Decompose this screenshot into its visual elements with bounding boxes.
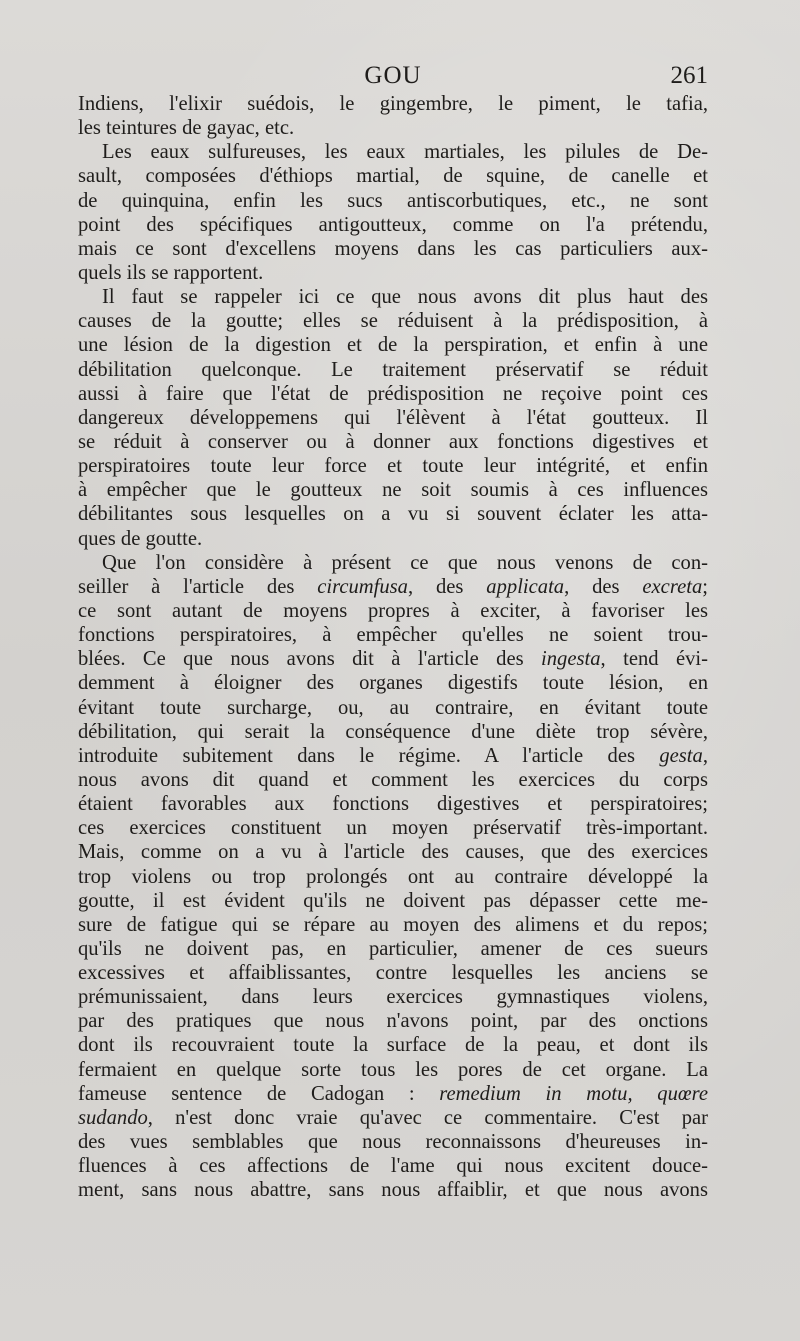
text-line: [78, 575, 708, 599]
text-line: nous avons dit quand et comment les exercices du corps: [78, 768, 708, 791]
text-line: [78, 744, 708, 768]
text-line: se réduit à conserver ou à donner aux fonctions digestives et: [78, 430, 708, 453]
text-line: point des spécifiques antigoutteux, comme on l'a prétendu,: [78, 213, 708, 236]
text-line: dont ils recouvraient toute la surface de la peau, et dont ils: [78, 1034, 708, 1057]
text-run: ;: [702, 575, 708, 598]
text-line: ques de goutte.: [78, 527, 203, 550]
text-line: Il faut se rappeler ici ce que nous avons dit plus haut des: [102, 286, 708, 309]
text-line: Les eaux sulfureuses, les eaux martiales, les pilules de De-: [102, 141, 708, 164]
text-line: les teintures de gayac, etc.: [78, 117, 295, 140]
body-text: [78, 92, 708, 1202]
text-line: débilitation quelconque. Le traitement préservatif se réduit: [78, 358, 708, 381]
text-line: fonctions perspiratoires, à empêcher qu'elles ne soient trou-: [78, 624, 708, 647]
text-line: Mais, comme on a vu à l'article des causes, que des exercices: [78, 841, 708, 864]
italic-term: excreta: [642, 575, 703, 598]
text-line: débilitantes sous lesquelles on a vu si souvent éclater les atta-: [78, 503, 708, 526]
text-run: ,: [702, 744, 708, 767]
text-line: aussi à faire que l'état de prédisposition ne reçoive point ces: [78, 382, 708, 405]
text-line: [78, 1082, 708, 1106]
page-header: [78, 62, 708, 92]
text-line: trop violens ou trop prolongés ont au contraire développé la: [78, 865, 708, 888]
text-line: fluences à ces affections de l'ame qui nous excitent douce-: [78, 1155, 708, 1178]
text-line: dangereux développemens qui l'élèvent à l'état goutteux. Il: [78, 406, 708, 429]
text-run: , des: [407, 575, 487, 598]
text-line: sure de fatigue qui se répare au moyen des alimens et du repos;: [78, 913, 708, 936]
italic-term: gesta: [659, 744, 703, 767]
italic-term: applicata: [486, 575, 565, 598]
text-run: , n'est donc vraie qu'avec ce commentaire. C'est par: [147, 1106, 708, 1129]
text-line: une lésion de la digestion et de la perspiration, et enfin à une: [78, 334, 708, 357]
text-line: Que l'on considère à présent ce que nous venons de con-: [102, 551, 708, 574]
text-run: seiller à l'article des: [78, 575, 318, 598]
running-head: GOU: [364, 62, 422, 89]
text-line: mais ce sont d'excellens moyens dans les cas particuliers aux-: [78, 237, 708, 260]
text-line: perspiratoires toute leur force et toute leur intégrité, et enfin: [78, 455, 708, 478]
text-line: ces exercices constituent un moyen préservatif très-important.: [78, 817, 708, 840]
text-line: causes de la goutte; elles se réduisent à la prédisposition, à: [78, 310, 708, 333]
text-line: étaient favorables aux fonctions digestives et perspiratoires;: [78, 793, 708, 816]
text-line: évitant toute surcharge, ou, au contraire, en évitant toute: [78, 696, 708, 719]
text-line: [78, 1106, 708, 1130]
text-line: des vues semblables que nous reconnaissons d'heureuses in-: [78, 1131, 708, 1154]
text-run: blées. Ce que nous avons dit à l'article des: [78, 648, 542, 671]
text-line: qu'ils ne doivent pas, en particulier, amener de ces sueurs: [78, 937, 708, 960]
text-line: fermaient en quelque sorte tous les pores de cet organe. La: [78, 1058, 708, 1081]
text-line: par des pratiques que nous n'avons point, par des onctions: [78, 1010, 708, 1033]
text-line: quels ils se rapportent.: [78, 261, 264, 284]
text-line: ce sont autant de moyens propres à exciter, à favoriser les: [78, 599, 708, 622]
text-line: [78, 647, 708, 671]
text-line: à empêcher que le goutteux ne soit soumis à ces influences: [78, 479, 708, 502]
text-line: débilitation, qui serait la conséquence d'une diète trop sévère,: [78, 720, 708, 743]
text-run: , tend évi-: [600, 648, 708, 671]
text-line: sault, composées d'éthiops martial, de squine, de canelle et: [78, 165, 708, 188]
italic-term: remedium in motu, quœre: [439, 1082, 708, 1105]
text-line: de quinquina, enfin les sucs antiscorbutiques, etc., ne sont: [78, 189, 708, 212]
text-line: demment à éloigner des organes digestifs toute lésion, en: [78, 672, 708, 695]
italic-term: ingesta: [541, 648, 601, 671]
text-run: introduite subitement dans le régime. A l'article des: [78, 744, 660, 767]
page-number: 261: [670, 62, 708, 89]
text-line: excessives et affaiblissantes, contre lesquelles les anciens se: [78, 962, 708, 985]
text-run: fameuse sentence de Cadogan :: [78, 1082, 440, 1105]
text-line: goutte, il est évident qu'ils ne doivent pas dépasser cette me-: [78, 889, 708, 912]
text-line: prémunissaient, dans leurs exercices gymnastiques violens,: [78, 986, 708, 1009]
italic-term: circumfusa: [317, 575, 408, 598]
italic-term: sudando: [78, 1106, 148, 1129]
text-run: , des: [564, 575, 643, 598]
text-line: ment, sans nous abattre, sans nous affaiblir, et que nous avons: [78, 1179, 708, 1202]
text-line: Indiens, l'elixir suédois, le gingembre, le piment, le tafia,: [78, 93, 708, 115]
